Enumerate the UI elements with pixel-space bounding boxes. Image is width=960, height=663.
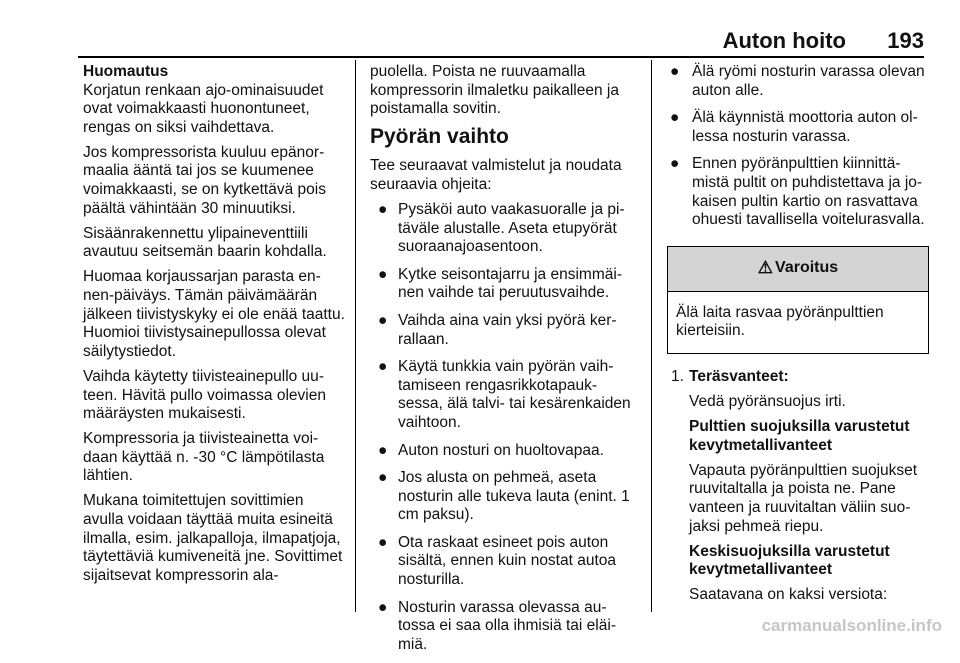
bullet-icon: ● [670, 109, 680, 127]
page-number: 193 [887, 28, 924, 53]
item-number: 1. [671, 367, 684, 385]
list-item-text: Pysäköi auto vaakasuoralle ja pitäväle alustalle. Aseta etupyörät suoraanajoasentoon. [398, 200, 625, 256]
list-item [667, 63, 929, 100]
bullet-icon: ● [670, 155, 680, 173]
header-rule [78, 56, 924, 58]
section-title: Auton hoito [722, 28, 846, 53]
page-header [78, 28, 924, 58]
paragraph: Sisäänrakennettu ylipaineventtiili avautuu seitsemän baarin kohdalla. [83, 224, 327, 261]
warning-box [667, 246, 929, 354]
list-item [370, 312, 636, 349]
item-text: Vapauta pyöränpulttien suojukset ruuvitaltalla ja poista ne. Pane vanteen ja ruuvitaltan väliin suojaksi pehmeä riepu. [689, 461, 918, 535]
column-1 [83, 63, 345, 592]
list-item-text: Vaihda aina vain yksi pyörä kerrallaan. [398, 311, 617, 348]
warning-header [668, 247, 928, 292]
list-item-text: Älä käynnistä moottoria auton ollessa nosturin varassa. [692, 109, 918, 145]
section-heading: Pyörän vaihto [370, 125, 509, 149]
item-title: Teräsvanteet: [689, 367, 789, 385]
list-item [370, 266, 636, 303]
list-item [370, 469, 636, 525]
paragraph: Huomaa korjaussarjan parasta ennen-päiväys. Tämän päivämäärän jälkeen tiivistyskyky ei ole enää taattu. Huomioi tiivistysainepullossa olevat säilytystiedot. [83, 268, 345, 360]
warning-icon: ⚠ [757, 258, 774, 278]
item-text: Saatavana on kaksi versiota: [689, 586, 888, 604]
column-divider [355, 60, 356, 612]
bullet-icon: ● [378, 598, 388, 616]
bullet-icon: ● [378, 469, 388, 487]
list-item [370, 358, 636, 432]
list-item-text: Nosturin varassa olevassa autossa ei saa olla ihmisiä tai eläimiä. [398, 598, 616, 653]
list-item-text: Käytä tunkkia vain pyörän vaihtamiseen rengasrikkotapauksessa, älä talvi- tai kesärenkaiden vaihtoon. [398, 358, 631, 431]
list-item-text: Ota raskaat esineet pois auton sisältä, ennen kuin nostat autoa nosturilla. [398, 533, 617, 589]
list-item-text: Auton nosturi on huoltovapaa. [398, 441, 604, 459]
list-item-text: Ennen pyöränpulttien kiinnittämistä pultit on puhdistettava ja jokaisen pultin kartio on rasvattava ohuesti tavallisella voitelurasvalla. [692, 155, 925, 229]
list-item [370, 442, 636, 461]
item-subheading: Keskisuojuksilla varustetut kevytmetallivanteet [689, 542, 890, 579]
bullet-icon: ● [378, 265, 388, 283]
list-item [667, 109, 929, 146]
list-item [370, 599, 636, 655]
column-2 [370, 63, 636, 663]
paragraph: puolella. Poista ne ruuvaamalla kompressorin ilmaletku paikalleen ja poistamalla sovitin. [370, 63, 619, 118]
list-item [667, 155, 929, 229]
note-heading: Huomautus [83, 63, 169, 80]
list-item [370, 201, 636, 257]
warning-title: Varoitus [775, 259, 839, 277]
bullet-icon: ● [378, 441, 388, 459]
list-item [370, 534, 636, 590]
bullet-icon: ● [378, 200, 388, 218]
list-item-text: Älä ryömi nosturin varassa olevan auton alle. [692, 63, 925, 99]
bullet-icon: ● [670, 63, 680, 80]
item-subheading: Pulttien suojuksilla varustetut kevytmetallivanteet [689, 418, 910, 454]
paragraph: Mukana toimitettujen sovittimien avulla voidaan täyttää muita esineitä ilmalla, esim. jalkapalloja, ilmapatjoja, täytettäviä kumiveneitä jne. Sovittimet sijaitsevat kompressorin ala- [83, 492, 343, 584]
numbered-item [667, 368, 929, 605]
bullet-icon: ● [378, 533, 388, 551]
list-item-text: Kytke seisontajarru ja ensimmäinen vaihde tai peruutusvaihde. [398, 265, 622, 302]
paragraph: Kompressoria ja tiivisteainetta voidaan käyttää n. -30 °C lämpötilasta lähtien. [83, 430, 325, 485]
column-divider [651, 60, 652, 612]
note-text: Korjatun renkaan ajo-ominaisuudet ovat voimakkaasti huonontuneet, rengas on siksi vaihdettava. [83, 81, 324, 136]
item-text: Vedä pyöränsuojus irti. [689, 393, 846, 411]
bullet-icon: ● [378, 311, 388, 329]
paragraph: Vaihda käytetty tiivisteainepullo uuteen. Hävitä pullo voimassa olevien määräysten mukaisesti. [83, 367, 326, 423]
bullet-icon: ● [378, 358, 388, 376]
column-3 [667, 63, 929, 611]
paragraph: Jos kompressorista kuuluu epänormaalia ääntä tai jos se kuumenee voimakkaasti, se on kytkettävä pois päältä vähintään 30 minuutiksi. [83, 143, 326, 217]
paragraph: Tee seuraavat valmistelut ja noudata seuraavia ohjeita: [370, 157, 622, 193]
list-item-text: Jos alusta on pehmeä, aseta nosturin alle tukeva lauta (enint. 1 cm paksu). [398, 469, 630, 524]
warning-text: Älä laita rasvaa pyöränpulttien kierteisiin. [676, 303, 884, 340]
watermark: carmanualsonline.info [761, 616, 942, 635]
